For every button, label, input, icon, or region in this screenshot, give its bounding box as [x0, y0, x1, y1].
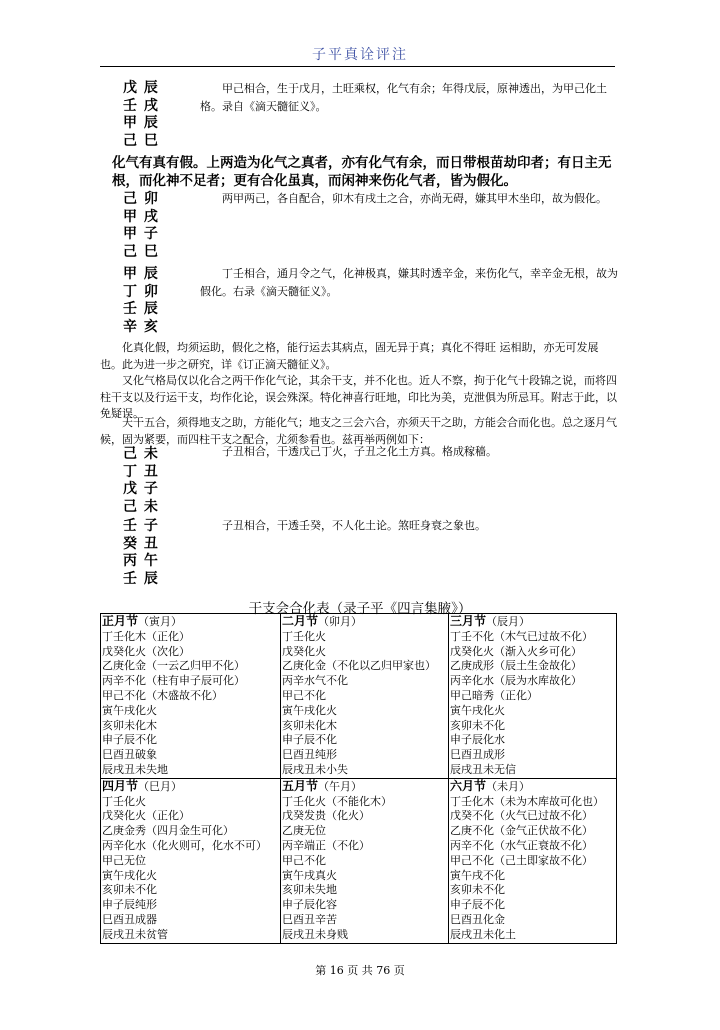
combination-entry: 甲己不化（己土即家故不化）	[450, 853, 593, 867]
combination-entry: 巳酉丑化金	[450, 912, 505, 926]
combination-entry: 乙庚不化（金气正伏故不化）	[450, 824, 593, 838]
combination-entry: 申子辰纯形	[102, 898, 157, 912]
chart-note: 两甲两己，各自配合，卯木有戌土之合，亦尚无碍，嫌其甲木坐印，故为假化。	[222, 192, 607, 205]
combination-entry: 丙辛端正（不化）	[282, 838, 370, 852]
chart-pillar: 己 未	[123, 446, 159, 462]
birth-chart	[123, 446, 167, 517]
combination-entry: 辰戌丑未贫管	[102, 927, 168, 941]
combination-entry: 丙辛水气不化	[282, 674, 348, 688]
birth-chart	[123, 266, 167, 337]
combination-entry: 巳酉丑纯形	[282, 748, 337, 762]
chart-pillar: 辛 亥	[123, 319, 159, 336]
chart-pillar: 甲 子	[123, 226, 159, 243]
month-heading	[102, 779, 280, 795]
month-branch: （午月）	[318, 779, 363, 793]
combination-entry: 甲己无位	[102, 853, 146, 867]
month-heading	[450, 614, 616, 630]
chart-pillar: 甲 辰	[123, 115, 159, 132]
month-branch: （寅月）	[138, 615, 183, 628]
combination-entry: 辰戌丑未化土	[450, 927, 516, 941]
table-row	[101, 614, 617, 779]
combination-entry: 甲己不化（木盛故不化）	[102, 688, 223, 702]
chart-note: 丁壬相合，通月令之气，化神极真，嫌其时透辛金，来伤化气，幸辛金无根，故为假化。右录《滴天髓征义》。	[200, 267, 618, 298]
combination-entry: 亥卯未失地	[282, 883, 337, 897]
combination-entry: 丁壬化火	[102, 794, 146, 808]
combination-entry: 丁壬化火（不能化木）	[282, 794, 392, 808]
combination-entry: 丁壬化木（未为木库故可化也）	[450, 794, 604, 808]
birth-chart	[123, 191, 167, 262]
table-cell	[449, 778, 617, 943]
body-paragraph: 化真化假，均须运助，假化之格，能行运去其病点，固无异于真；真化不得旺 运相助，亦无可发展也。此为进一步之研究，详《订正滴天髓征义》。	[100, 341, 599, 371]
combination-entry: 乙庚化金（一云乙归甲不化）	[102, 659, 245, 673]
chart-pillar: 戊 子	[123, 481, 159, 498]
combination-entry: 寅午戌化火	[282, 703, 337, 717]
chart-pillar: 壬 辰	[123, 301, 159, 318]
combination-entry: 丁壬不化（木气已过故不化）	[450, 629, 593, 643]
combination-entry: 乙庚无位	[282, 824, 326, 838]
table-cell	[281, 778, 449, 943]
combination-entry: 辰戌丑未小失	[282, 762, 348, 776]
body-paragraph: 又化气格局仅以化合之两干作化气论，其余干支，并不化也。近人不察，拘于化气十段锦之说，而将四柱干支以及行运干支，均作化论，误会殊深。特化神喜行旺地，印比为美，克泄俱为所忌耳。附志于此，以免疑误。	[100, 374, 617, 420]
combination-entry: 寅午戌化火	[102, 868, 157, 882]
combination-entry: 巳酉丑辛苦	[282, 912, 337, 926]
chart-pillar: 甲 辰	[123, 266, 159, 282]
combination-entry: 申子辰不化	[450, 898, 505, 912]
combination-entry: 戊癸化火（次化）	[102, 644, 190, 658]
page-number: 第 16 页 共 76 页	[315, 964, 405, 977]
combination-entry: 寅午戌真火	[282, 868, 337, 882]
body-paragraph: 天干五合，须得地支之助，方能化气；地支之三会六合，亦须天干之助，方能会合而化也。总之逐月气候，固为紧要，而四柱干支之配合，尤须参看也。兹再举两例如下：	[100, 416, 617, 446]
birth-chart	[123, 518, 167, 589]
combination-entry: 申子辰不化	[102, 733, 157, 747]
table-cell	[281, 614, 449, 779]
chart-pillar: 丙 午	[123, 553, 159, 570]
chart-pillar: 丁 丑	[123, 463, 159, 480]
month-branch: （辰月）	[486, 615, 531, 628]
combination-entry: 亥卯未化木	[282, 718, 337, 732]
header-divider	[100, 66, 615, 67]
month-branch: （未月）	[486, 779, 531, 793]
combination-entry: 乙庚金秀（四月金生可化）	[102, 824, 234, 838]
chart-note: 甲己相合，生于戊月，土旺乘权，化气有余；年得戊辰，原神透出，为甲己化土格。录自《滴天髓征义》。	[200, 82, 607, 113]
combination-entry: 亥卯未不化	[450, 883, 505, 897]
combination-entry: 亥卯未不化	[102, 883, 157, 897]
combination-entry: 丁壬化火	[282, 629, 326, 643]
month-label: 二月节	[282, 614, 319, 628]
chart-pillar: 壬 辰	[123, 571, 159, 588]
month-label: 六月节	[450, 778, 487, 793]
combination-entry: 甲己暗秀（正化）	[450, 688, 538, 702]
combination-entry: 甲己不化	[282, 688, 326, 702]
month-heading	[102, 614, 280, 630]
combination-entry: 寅午戌化火	[450, 703, 505, 717]
chart-pillar: 戊 辰	[123, 80, 159, 96]
combination-entry: 乙庚成形（辰土生金故化）	[450, 659, 582, 673]
month-heading	[282, 779, 448, 795]
combination-entry: 甲己不化	[282, 853, 326, 867]
month-label: 三月节	[450, 614, 487, 628]
chart-pillar: 己 卯	[123, 191, 159, 207]
combination-entry: 申子辰化容	[282, 898, 337, 912]
table-cell	[101, 778, 281, 943]
table-cell	[101, 614, 281, 779]
chart-note: 子丑相合，干透戊己丁火，子丑之化土方真。格成稼穑。	[222, 445, 497, 458]
combination-entry: 巳酉丑成器	[102, 912, 157, 926]
combination-entry: 巳酉丑成形	[450, 748, 505, 762]
combination-entry: 戊癸不化（火气已过故不化）	[450, 809, 593, 823]
combination-entry: 戊癸化火（正化）	[102, 809, 190, 823]
month-heading	[450, 779, 616, 795]
combination-entry: 亥卯未不化	[450, 718, 505, 732]
combination-entry: 辰戌丑未失地	[102, 762, 168, 776]
combination-entry: 丙辛化水（化火则可，化水不可）	[102, 838, 267, 852]
table-cell	[449, 614, 617, 779]
combination-entry: 寅午戌化火	[102, 703, 157, 717]
chart-pillar: 丁 卯	[123, 283, 159, 300]
combination-entry: 辰戌丑未无信	[450, 762, 516, 776]
chart-pillar: 己 巳	[123, 133, 159, 150]
combination-entry: 丁壬化木（正化）	[102, 629, 190, 643]
combination-entry: 戊癸化火	[282, 644, 326, 658]
combination-entry: 丙辛化水（辰为水库故化）	[450, 674, 582, 688]
chart-pillar: 壬 戌	[123, 97, 159, 114]
month-label: 五月节	[282, 778, 319, 793]
table-title: 干支会合化表（录子平《四言集腋》）	[248, 601, 472, 617]
month-branch: （卯月）	[318, 615, 363, 628]
combination-entry: 申子辰化水	[450, 733, 505, 747]
month-label: 正月节	[102, 614, 139, 628]
month-label: 四月节	[102, 778, 139, 793]
combination-entry: 亥卯未化木	[102, 718, 157, 732]
combination-entry: 丙辛不化（水气正衰故不化）	[450, 838, 593, 852]
combination-table	[100, 613, 617, 944]
chart-note: 子丑相合，干透壬癸，不人化土论。煞旺身衰之象也。	[222, 519, 486, 532]
combination-entry: 乙庚化金（不化以乙归甲家也）	[282, 659, 436, 673]
combination-entry: 巳酉丑破象	[102, 748, 157, 762]
birth-chart	[123, 80, 167, 151]
header-title: 子平真诠评注	[312, 47, 408, 63]
chart-pillar: 己 巳	[123, 244, 159, 261]
combination-entry: 戊癸发贵（化火）	[282, 809, 370, 823]
section-heading: 化气有真有假。上两造为化气之真者，亦有化气有余，而日带根苗劫印者；有日主无根，而化神不足者；更有合化虽真，而闲神来伤化气者，皆为假化。	[112, 155, 612, 189]
chart-pillar: 壬 子	[123, 518, 159, 534]
combination-entry: 辰戌丑未身贱	[282, 927, 348, 941]
chart-pillar: 己 未	[123, 499, 159, 516]
combination-entry: 申子辰不化	[282, 733, 337, 747]
combination-entry: 丙辛不化（柱有申子辰可化）	[102, 674, 245, 688]
table-row	[101, 778, 617, 943]
combination-entry: 戊癸化火（渐入火乡可化）	[450, 644, 582, 658]
month-branch: （巳月）	[138, 779, 183, 793]
chart-pillar: 甲 戌	[123, 208, 159, 225]
month-heading	[282, 614, 448, 630]
combination-entry: 寅午戌不化	[450, 868, 505, 882]
chart-pillar: 癸 丑	[123, 535, 159, 552]
